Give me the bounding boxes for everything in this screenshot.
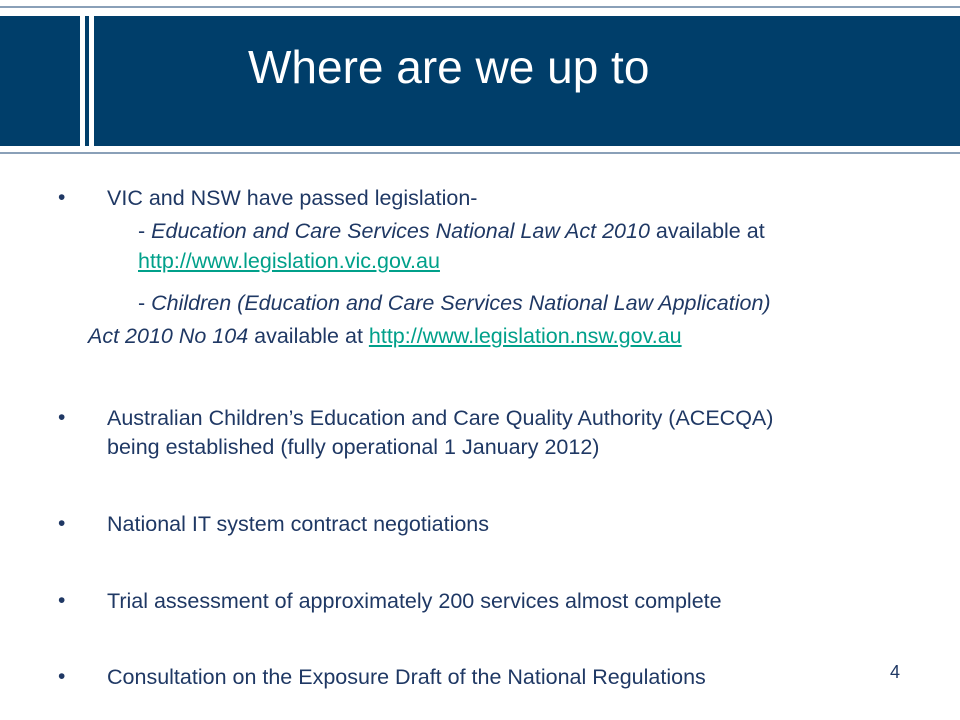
- bullet-consultation: Consultation on the Exposure Draft of the National Regulations: [107, 665, 706, 689]
- sub-item-vic-act: [138, 218, 765, 244]
- nsw-act-name: Children (Education and Care Services National Law Application): [151, 291, 771, 315]
- page-number: 4: [890, 662, 901, 682]
- nsw-available-text: available at: [248, 324, 369, 348]
- vic-link-line: [138, 248, 440, 274]
- bullet-acecqa-line-2: being established (fully operational 1 January 2012): [107, 435, 600, 459]
- sub-item-nsw-act: [138, 290, 771, 316]
- sub-item-dash: -: [138, 291, 152, 315]
- bullet-it-system: National IT system contract negotiations: [107, 512, 490, 536]
- bullet-trial-assessment: Trial assessment of approximately 200 services almost complete: [107, 589, 722, 613]
- bullet-marker: •: [58, 589, 66, 612]
- bullet-marker: •: [58, 186, 66, 209]
- bullet-marker: •: [58, 665, 66, 688]
- nsw-legislation-link[interactable]: http://www.legislation.nsw.gov.au: [368, 324, 682, 348]
- vic-available-text: available at: [649, 219, 765, 243]
- slide-title: Where are we up to: [248, 41, 650, 93]
- bullet-acecqa-line-1: Australian Children’s Education and Care Quality Authority (ACECQA): [107, 406, 774, 430]
- bullet-marker: •: [58, 406, 66, 429]
- nsw-act-number: Act 2010 No 104: [88, 324, 249, 348]
- sub-item-dash: -: [138, 219, 152, 243]
- vic-act-name: Education and Care Services National Law Act 2010: [151, 219, 650, 243]
- bullet-marker: •: [58, 512, 66, 535]
- bullet-legislation: VIC and NSW have passed legislation-: [107, 186, 478, 210]
- nsw-act-line-2: [88, 323, 682, 349]
- vic-legislation-link[interactable]: http://www.legislation.vic.gov.au: [138, 249, 440, 273]
